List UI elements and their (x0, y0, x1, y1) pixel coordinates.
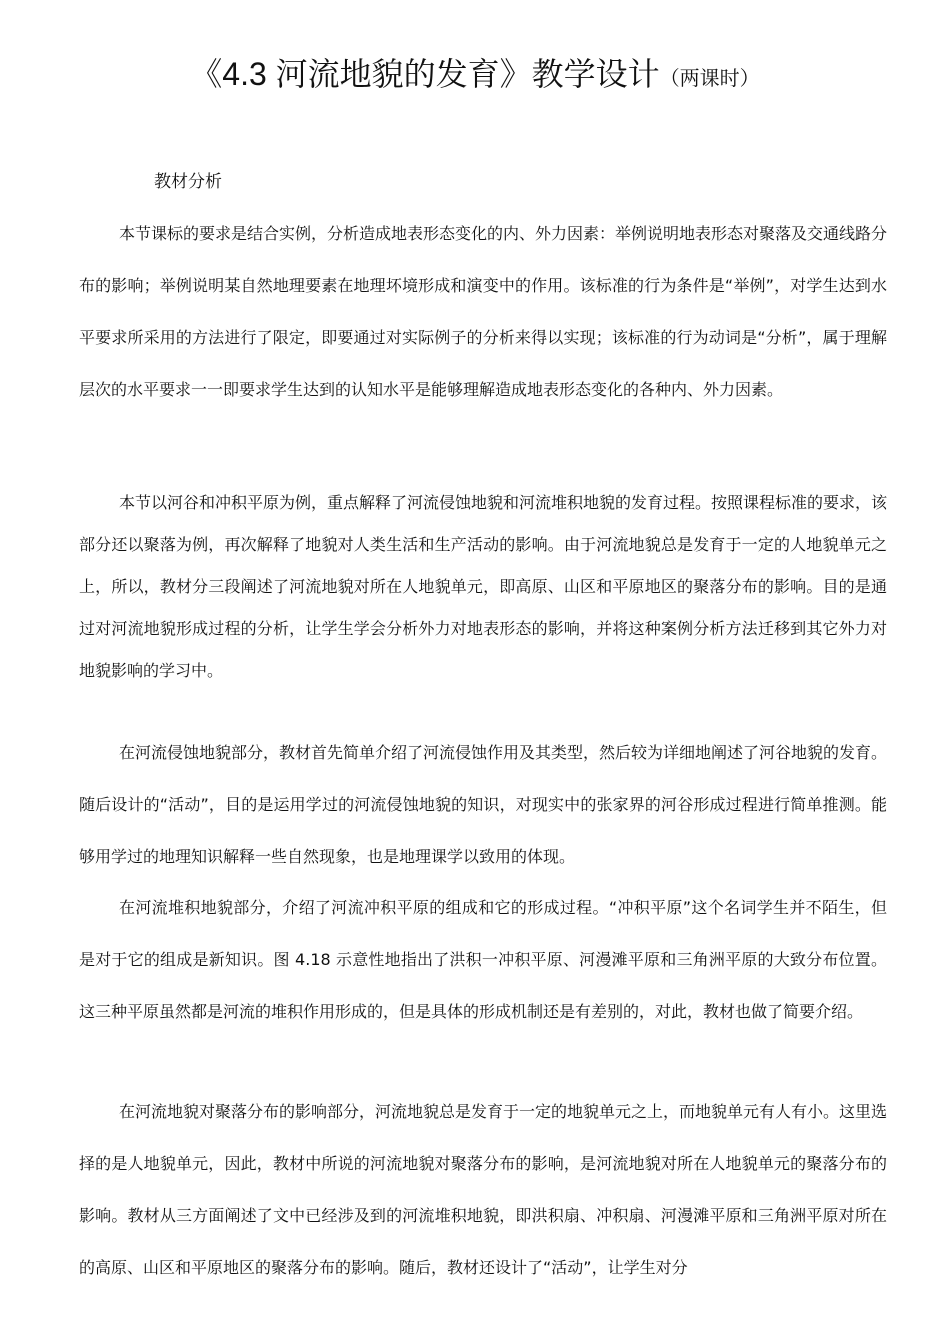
paragraph-settlement-distribution: 在河流地貌对聚落分布的影响部分，河流地貌总是发育于一定的地貌单元之上，而地貌单元有人有小。这里选择的是人地貌单元，因此，教材中所说的河流地貌对聚落分布的影响，是河流地貌对所在人地貌单元的聚落分布的影响。教材从三方面阐述了文中已经涉及到的河流堆积地貌，即洪积扇、冲积扇、河漫滩平原和三角洲平原对所在的高原、山区和平原地区的聚落分布的影响。随后，教材还设计了“活动”，让学生对分 (79, 1102, 887, 1277)
document-title (0, 50, 950, 105)
paragraph-section-overview: 本节以河谷和冲积平原为例，重点解释了河流侵蚀地貌和河流堆积地貌的发育过程。按照课程标准的要求，该部分还以聚落为例，再次解释了地貌对人类生活和生产活动的影响。由于河流地貌总是发育于一定的人地貌单元之上，所以，教材分三段阐述了河流地貌对所在人地貌单元，即高原、山区和平原地区的聚落分布的影响。目的是通过对河流地貌形成过程的分析，让学生学会分析外力对地表形态的影响，并将这种案例分析方法迁移到其它外力对地貌影响的学习中。 (79, 493, 887, 680)
document-title-subtitle: （两课时） (659, 68, 760, 90)
paragraph-deposition-landforms: 在河流堆积地貌部分，介绍了河流冲积平原的组成和它的形成过程。“冲积平原”这个名词学生并不陌生，但是对于它的组成是新知识。图 4.18 示意性地指出了洪积一冲积平原、河漫滩平原和三角洲平原的大致分布位置。这三种平原虽然都是河流的堆积作用形成的，但是具体的形成机制还是有差别的，对此，教材也做了简要介绍。 (79, 898, 887, 1021)
document-title-main: 《4.3 河流地貌的发育》教学设计 (190, 56, 660, 92)
paragraph-erosion-landforms: 在河流侵蚀地貌部分，教材首先简单介绍了河流侵蚀作用及其类型，然后较为详细地阐述了河谷地貌的发育。随后设计的“活动”，目的是运用学过的河流侵蚀地貌的知识，对现实中的张家界的河谷形成过程进行简单推测。能够用学过的地理知识解释一些自然现象，也是地理课学以致用的体现。 (79, 743, 887, 866)
paragraph-curriculum-standard: 本节课标的要求是结合实例，分析造成地表形态变化的内、外力因素：举例说明地表形态对聚落及交通线路分布的影响；举例说明某自然地理要素在地理坏境形成和演变中的作用。该标准的行为条件是“举例”，对学生达到水平要求所采用的方法进行了限定，即要通过对实际例子的分析来得以实现；该标准的行为动词是“分析”，属于理解层次的水平要求一一即要求学生达到的认知水平是能够理解造成地表形态变化的各种内、外力因素。 (79, 224, 887, 399)
section-heading: 教材分析 (154, 172, 222, 192)
